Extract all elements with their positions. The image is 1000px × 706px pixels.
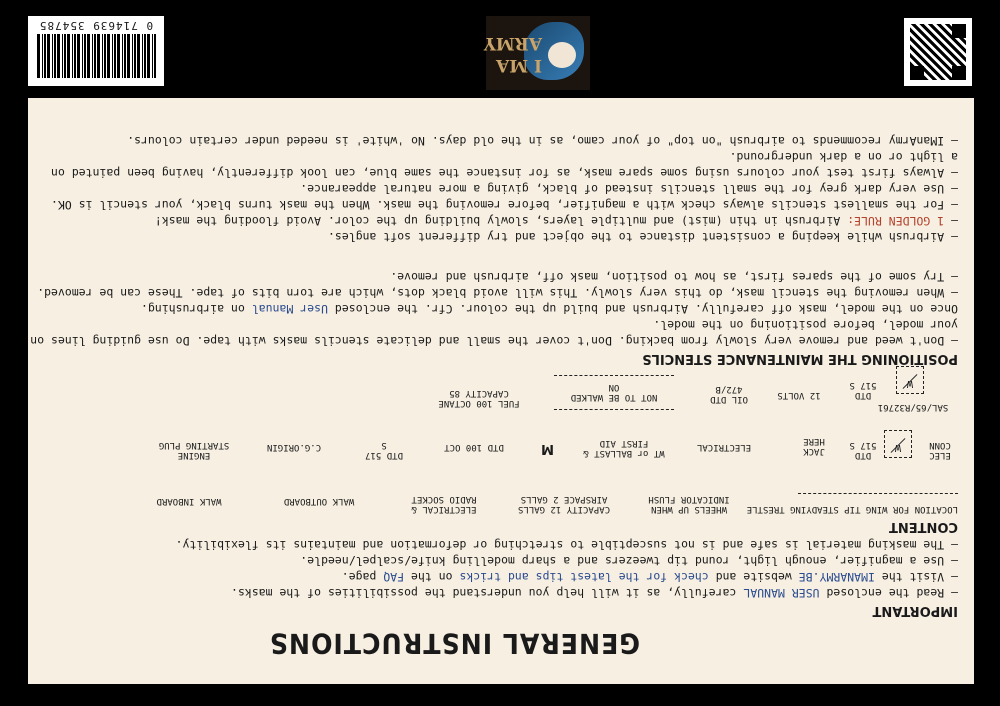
stencil-cg-origin: C.G.ORIGIN xyxy=(266,442,322,452)
stencil-dash-3 xyxy=(554,375,674,376)
stencil-walk-inboard: WALK INBOARD xyxy=(156,496,222,506)
stencil-12-volts: 12 VOLTS xyxy=(777,390,821,400)
brand-logo xyxy=(483,16,590,90)
important-line-1: – Read the enclosed USER MANUAL carefully, as it will help you understand the possibilities of the masks. xyxy=(230,586,958,600)
barcode xyxy=(28,16,164,86)
stencil-dtd-100-oct: DTD 100 OCT xyxy=(444,442,504,452)
stencil-electrical: ELECTRICAL xyxy=(696,442,752,452)
stencil-dtd-517-c: DTD 517 S xyxy=(849,380,877,400)
important-line-3: – Use a magnifier, enough light, round tip tweezers and a sharp modelling knife/scalpel/needle. xyxy=(300,554,958,568)
instructions-panel xyxy=(28,98,974,684)
stencil-wing-tip: LOCATION FOR WING TIP STEADYING TRESTLE xyxy=(746,504,958,514)
stencil-dash-1 xyxy=(798,493,958,494)
stencil-fuel: FUEL 100 OCTANE CAPACITY 85 xyxy=(438,388,520,408)
barcode-bars xyxy=(36,34,156,78)
tips-line-3: – For the smallest stencils always check with a magnifier, before removing the mask. When the mask turns black, your stencil is OK. xyxy=(51,198,958,212)
stencil-walk-outboard: WALK OUTBOARD xyxy=(283,496,355,506)
stencil-jack-here: JACK HERE xyxy=(803,436,825,456)
positioning-line-1: – Don't weed and remove very slowly from backing. Don't cover the small and delicate stencils masks with tape. Do use guiding lines on xyxy=(30,334,958,348)
positioning-line-1b: your model, before positioning on the model. xyxy=(653,318,958,332)
stencil-dtd-517-b: DTD 517 S xyxy=(365,440,403,460)
tips-line-1: – Airbrush while keeping a consistent distance to the object and try different soft angles. xyxy=(327,230,958,244)
tips-line-4: – Use very dark grey for the small stencils instead of black, giving a more natural appearance. xyxy=(300,182,958,196)
stencil-elec-conn: ELEC CONN xyxy=(929,440,951,460)
positioning-line-3: – When removing the stencil mask, do this very slowly. This will avoid black dots, which are torn bits of tape. These can be removed. xyxy=(37,286,958,300)
qr-code xyxy=(904,18,972,86)
stencil-capacity-12: CAPACITY 12 GALLS AIRSPACE 2 GALLS xyxy=(517,494,611,514)
stencil-wheels-up: WHEELS UP WHEN INDICATOR FLUSH xyxy=(648,494,730,514)
tips-line-5: – Always first test your colours using some spare mask, as for instance the same blue, can look differently, having been painted on xyxy=(51,166,958,180)
stencil-not-walked: NOT TO BE WALKED ON xyxy=(570,382,658,402)
stencil-radio-socket: ELECTRICAL & RADIO SOCKET xyxy=(411,494,477,514)
tips-line-2: – 1 GOLDEN RULE: Airbrush in thin (mist) and multiple layers, slowly building up the color. Avoid flooding the mask! xyxy=(154,214,958,228)
stencil-box-symbol-1: W xyxy=(884,430,912,458)
tips-line-6: – IManArmy recommends to airbrush "on top" of your camo, as in the old days. No 'white' is needed under certain colours. xyxy=(127,134,958,148)
logo-text-line2: ARMY xyxy=(483,33,542,53)
logo-text xyxy=(483,32,542,76)
stencil-m: M xyxy=(541,441,554,456)
qr-pattern xyxy=(910,24,966,80)
page-title: GENERAL INSTRUCTIONS xyxy=(268,627,640,660)
positioning-line-2: Once on the model, mask off carefully. Airbrush and build up the colour. Cfr. the enclosed User Manual on airbrushing. xyxy=(141,302,958,316)
important-line-2: – Visit the IMANARMY.BE website and check for the latest tips and tricks on the FAQ page. xyxy=(341,570,958,584)
tips-line-5b: a light or on a dark underground. xyxy=(729,150,958,164)
positioning-line-4: – Try some of the spares first, as how to position, mask off, airbrush and remove. xyxy=(390,270,958,284)
stencil-serial: SAL/65/R32761 xyxy=(877,402,949,412)
logo-teeth xyxy=(548,42,576,68)
barcode-number: 0 714639 354785 xyxy=(38,19,154,32)
positioning-heading: POSITIONING THE MAINTENANCE STENCILS xyxy=(642,351,958,366)
logo-text-line1: I MA xyxy=(496,55,542,75)
stencil-box-symbol-2: W xyxy=(896,366,924,394)
stencil-dtd-517-a: DTD 517 S xyxy=(849,440,877,460)
stencil-engine-plug: ENGINE STARTING PLUG xyxy=(158,440,230,460)
important-heading: IMPORTANT xyxy=(872,603,958,618)
stencil-dash-2 xyxy=(554,409,674,410)
stencil-ballast: WT or BALLAST & FIRST AID xyxy=(583,438,665,458)
important-line-4: – The masking material is safe and is not susceptible to stretching or deformation and maintains its flexibility. xyxy=(175,538,958,552)
stencil-oil: OIL DTD 472/B xyxy=(710,384,748,404)
content-heading: CONTENT xyxy=(889,519,958,534)
